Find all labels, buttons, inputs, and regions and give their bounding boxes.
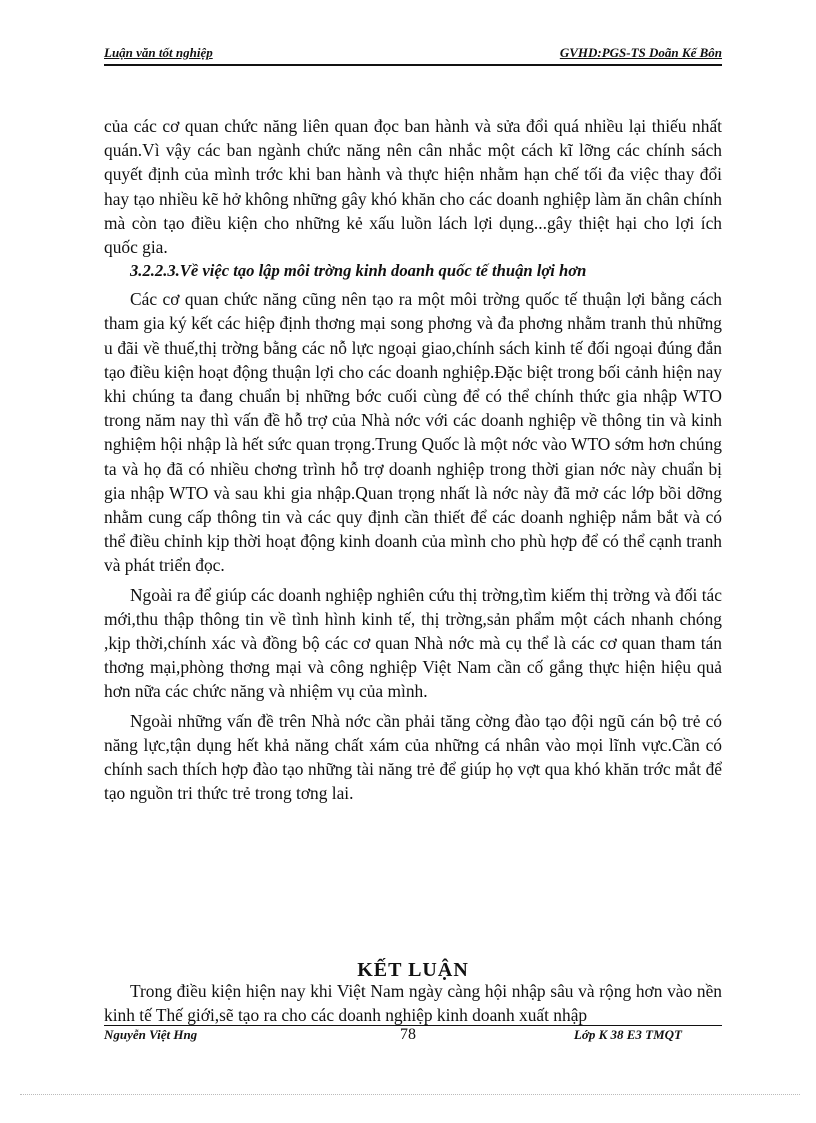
paragraph-1: của các cơ quan chức năng liên quan đọc ban hành và sửa đổi quá nhiều lại thiếu nhất quán.Vì vậy các ban ngành chức năng nên cân nhắc một cách kĩ lỡng các chính sách quyết định của mình trớc khi ban hành và thực hiện nhằm hạn chế tối đa việc thay đổi hay tạo nhiều kẽ hở không những gây khó khăn cho các doanh nghiệp làm ăn chân chính mà còn tạo điều kiện cho những kẻ xấu luồn lách lợi dụng...gây thiệt hại cho lợi ích quốc gia. [104, 116, 722, 258]
page-body [104, 114, 722, 805]
paragraph-4: Ngoài những vấn đề trên Nhà nớc cần phải tăng cờng đào tạo đội ngũ cán bộ trẻ có năng lực,tận dụng hết khả năng chất xám của những cá nhân vào mọi lĩnh vực.Cần có chính sach thích hợp đào tạo những tài năng trẻ để giúp họ vợt qua khó khăn trớc mắt để tạo nguồn tri thức trẻ trong tơng lai. [104, 710, 722, 804]
section-heading: 3.2.2.3.Về việc tạo lập môi trờng kinh doanh quốc tế thuận lợi hơn [130, 261, 587, 281]
conclusion-title: KẾT LUẬN [357, 959, 469, 981]
page-number: 78 [400, 1026, 416, 1043]
header-advisor: GVHD:PGS-TS Doãn Kế Bôn [559, 45, 722, 60]
page-header [104, 44, 722, 66]
paragraph-2: Các cơ quan chức năng cũng nên tạo ra một môi trờng quốc tế thuận lợi bằng cách tham gia ký kết các hiệp định thơng mại song phơng và đa phơng nhằm tranh thủ những u đãi về thuế,thị trờng bằng các nỗ lực ngoại giao,chính sách kinh tế đối ngoại đúng đắn tạo điều kiện hoạt động thuận lợi cho các doanh nghiệp.Đặc biệt trong bối cảnh hiện nay khi chúng ta đang chuẩn bị những bớc cuối cùng để có thể chính thức gia nhập WTO trong năm nay thì vấn đề hỗ trợ của Nhà nớc với các doanh nghiệp về thông tin và kinh nghiệm hội nhập là hết sức quan trọng.Trung Quốc là một nớc vào WTO sớm hơn chúng ta và họ đã có nhiều chơng trình hỗ trợ doanh nghiệp trong thời gian nớc này chuẩn bị gia nhập WTO và sau khi gia nhập.Quan trọng nhất là nớc này đã mở các lớp bồi dỡng nhằm cung cấp thông tin và các quy định cần thiết để các doanh nghiệp nắm bắt và có thể điều chỉnh kịp thời hoạt động kinh doanh của mình cho phù hợp để có thể cạnh tranh và phát triển đọc. [104, 289, 722, 576]
footer-class: Lớp K 38 E3 TMQT [573, 1027, 682, 1042]
header-thesis-label: Luận văn tốt nghiệp [104, 45, 213, 60]
page-edge-divider [20, 1094, 800, 1095]
paragraph-3: Ngoài ra để giúp các doanh nghiệp nghiên cứu thị trờng,tìm kiếm thị trờng và đối tác mới,thu thập thông tin về tình hình kinh tế, thị trờng,sản phẩm một cách nhanh chóng ,kịp thời,chính xác và đồng bộ các cơ quan Nhà nớc mà cụ thể là các cơ quan tham tán thơng mại,phòng thơng mại và công nghiệp Việt Nam cần cố gắng thực hiện hiệu quả hơn nữa các chức năng và nhiệm vụ của mình. [104, 584, 722, 702]
conclusion-text: Trong điều kiện hiện nay khi Việt Nam ngày càng hội nhập sâu và rộng hơn vào nền kinh tế Thế giới,sẽ tạo ra cho các doanh nghiệp kinh doanh xuất nhập [104, 981, 722, 1025]
footer-author: Nguyễn Việt Hng [104, 1027, 198, 1042]
page-footer [104, 1025, 722, 1046]
